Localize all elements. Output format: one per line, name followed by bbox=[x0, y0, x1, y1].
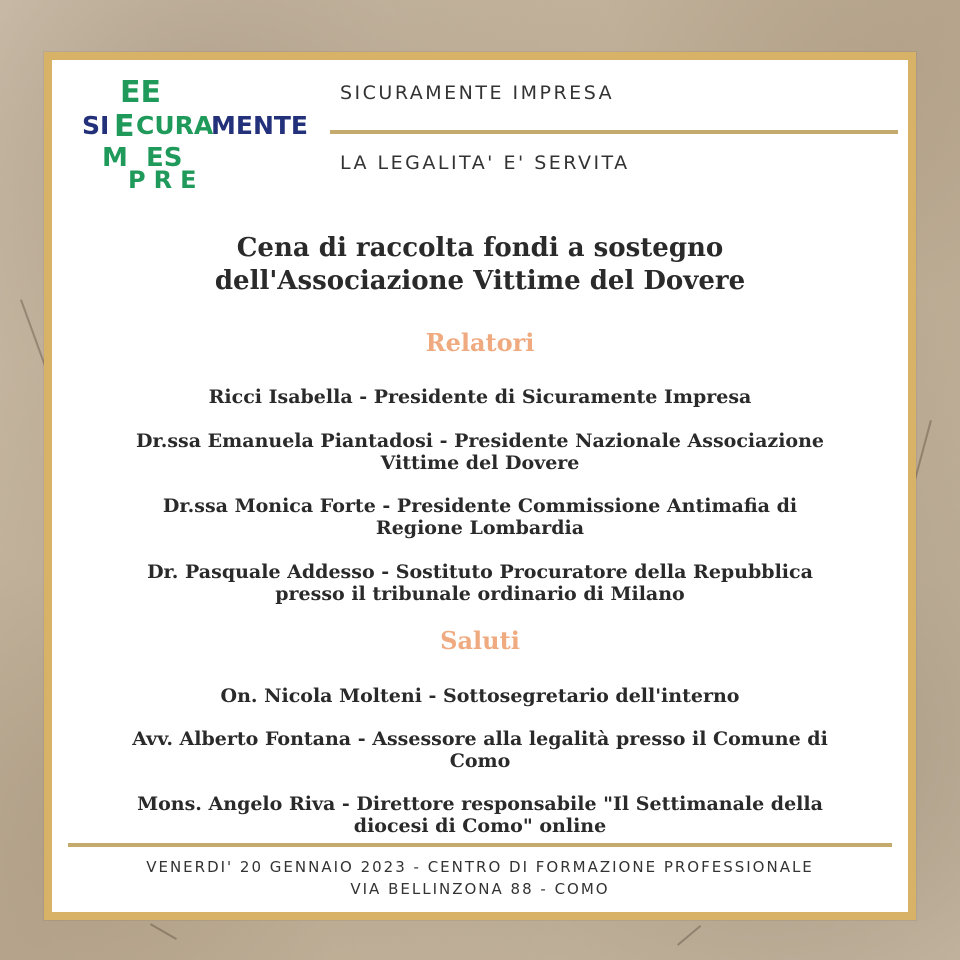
speaker-line: presso il tribunale ordinario di Milano bbox=[275, 583, 685, 605]
event-date-venue: VENERDI' 20 GENNAIO 2023 - CENTRO DI FORMAZIONE PROFESSIONALE bbox=[146, 858, 814, 876]
greeting-entry bbox=[72, 793, 888, 837]
background-twig bbox=[150, 923, 177, 940]
event-title-line: Cena di raccolta fondi a sostegno bbox=[236, 233, 724, 263]
footer-divider bbox=[68, 843, 892, 847]
relatori-heading: Relatori bbox=[425, 328, 535, 357]
logo-mente: MENTE bbox=[211, 111, 309, 140]
speaker-line: Dr. Pasquale Addesso - Sostituto Procuratore della Repubblica bbox=[147, 561, 813, 583]
logo-e: E bbox=[114, 109, 135, 144]
logo-row-bottom: PRE bbox=[128, 166, 205, 192]
speaker-entry bbox=[72, 386, 888, 408]
event-title bbox=[52, 232, 908, 298]
logo-row-three: M ES bbox=[102, 143, 183, 173]
speaker-line: Regione Lombardia bbox=[375, 517, 585, 539]
greeting-entry bbox=[72, 685, 888, 707]
greeting-line: On. Nicola Molteni - Sottosegretario dell'interno bbox=[220, 685, 740, 707]
greeting-line: diocesi di Como" online bbox=[353, 815, 607, 837]
speaker-entry bbox=[72, 430, 888, 474]
background-twig bbox=[677, 925, 701, 946]
speaker-entry bbox=[72, 495, 888, 539]
greeting-line: Como bbox=[449, 750, 511, 772]
speaker-line: Vittime del Dovere bbox=[380, 452, 580, 474]
sicuramente-impresa-logo bbox=[80, 72, 330, 192]
greeting-entry bbox=[72, 728, 888, 772]
flyer-panel bbox=[44, 52, 916, 920]
organization-subtitle: LA LEGALITA' E' SERVITA bbox=[340, 152, 630, 174]
speaker-line: Dr.ssa Emanuela Piantadosi - Presidente Nazionale Associazione bbox=[136, 430, 824, 452]
organization-title: SICURAMENTE IMPRESA bbox=[340, 82, 615, 104]
event-title-line: dell'Associazione Vittime del Dovere bbox=[214, 266, 746, 296]
logo-row-top: EE bbox=[120, 75, 161, 110]
header-divider bbox=[330, 130, 898, 134]
greeting-line: Avv. Alberto Fontana - Assessore alla legalità presso il Comune di bbox=[132, 728, 828, 750]
speaker-entry bbox=[72, 561, 888, 605]
logo-cura: CURA bbox=[136, 111, 214, 140]
event-address: VIA BELLINZONA 88 - COMO bbox=[350, 880, 610, 898]
logo-mark bbox=[80, 72, 330, 192]
speaker-line: Dr.ssa Monica Forte - Presidente Commissione Antimafia di bbox=[162, 495, 798, 517]
greeting-line: Mons. Angelo Riva - Direttore responsabile "Il Settimanale della bbox=[137, 793, 823, 815]
logo-si: SI bbox=[82, 111, 110, 140]
saluti-heading: Saluti bbox=[440, 626, 520, 655]
speaker-line: Ricci Isabella - Presidente di Sicuramente Impresa bbox=[208, 386, 752, 408]
